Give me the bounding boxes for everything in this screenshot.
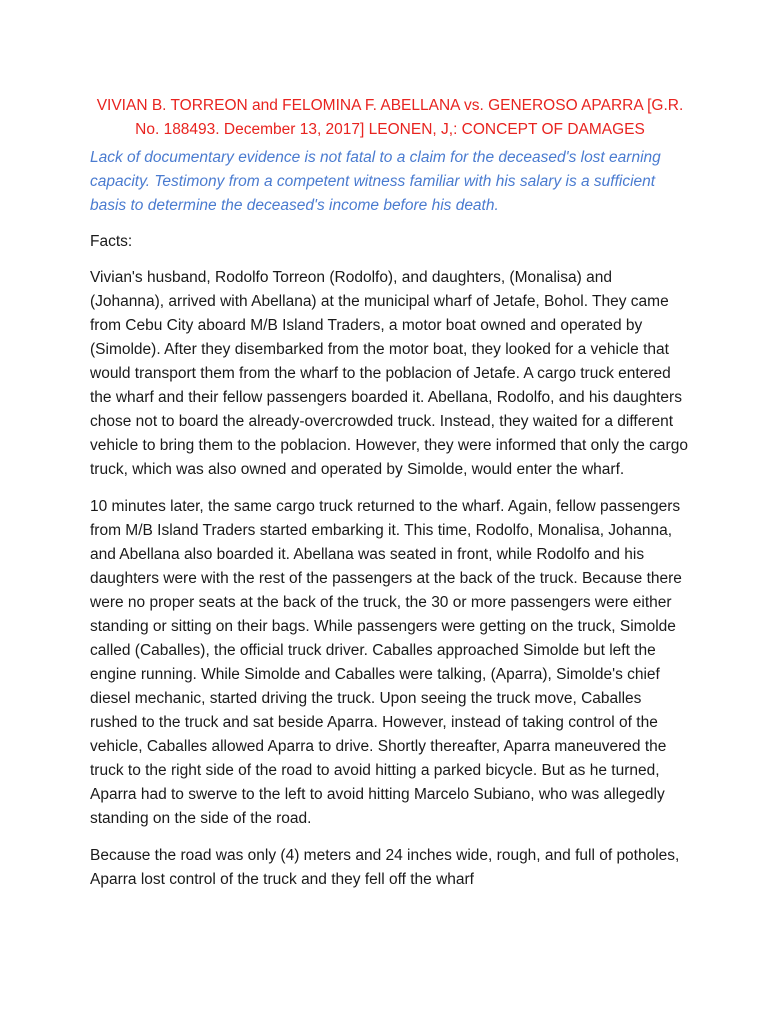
document-page [90, 94, 690, 905]
case-title: VIVIAN B. TORREON and FELOMINA F. ABELLANA vs. GENEROSO APARRA [G.R. No. 188493. December 13, 2017] LEONEN, J,: CONCEPT OF DAMAGES [96, 97, 684, 138]
facts-paragraph-2: 10 minutes later, the same cargo truck returned to the wharf. Again, fellow passengers from M/B Island Traders started embarking it. This time, Rodolfo, Monalisa, Johanna, and Abellana also boarded it. Abellana was seated in front, while Rodolfo and his daughters were with the rest of the passengers at the back of the truck. Because there were no proper seats at the back of the truck, the 30 or more passengers were either standing or sitting on their bags. While passengers were getting on the truck, Simolde called (Caballes), the official truck driver. Caballes approached Simolde but left the engine running. While Simolde and Caballes were talking, (Aparra), Simolde's chief diesel mechanic, started driving the truck. Upon seeing the truck move, Caballes rushed to the truck and sat beside Aparra. However, instead of taking control of the vehicle, Caballes allowed Aparra to drive. Shortly thereafter, Aparra maneuvered the truck to the right side of the road to avoid hitting a parked bicycle. But as he turned, Aparra had to swerve to the left to avoid hitting Marcelo Subiano, who was allegedly standing on the side of the road. [90, 498, 682, 827]
facts-heading: Facts: [90, 233, 133, 250]
facts-paragraph-3: Because the road was only (4) meters and 24 inches wide, rough, and full of potholes, Aparra lost control of the truck and they fell off the wharf [90, 847, 680, 888]
case-summary: Lack of documentary evidence is not fatal to a claim for the deceased's lost earning capacity. Testimony from a competent witness familiar with his salary is a sufficient basis to determine the deceased's income before his death. [90, 149, 661, 214]
facts-paragraph-1: Vivian's husband, Rodolfo Torreon (Rodolfo), and daughters, (Monalisa) and (Johanna), arrived with Abellana) at the municipal wharf of Jetafe, Bohol. They came from Cebu City aboard M/B Island Traders, a motor boat owned and operated by (Simolde). After they disembarked from the motor boat, they looked for a vehicle that would transport them from the wharf to the poblacion of Jetafe. A cargo truck entered the wharf and their fellow passengers boarded it. Abellana, Rodolfo, and his daughters chose not to board the already-overcrowded truck. Instead, they waited for a different vehicle to bring them to the poblacion. However, they were informed that only the cargo truck, which was also owned and operated by Simolde, would enter the wharf. [90, 269, 688, 478]
